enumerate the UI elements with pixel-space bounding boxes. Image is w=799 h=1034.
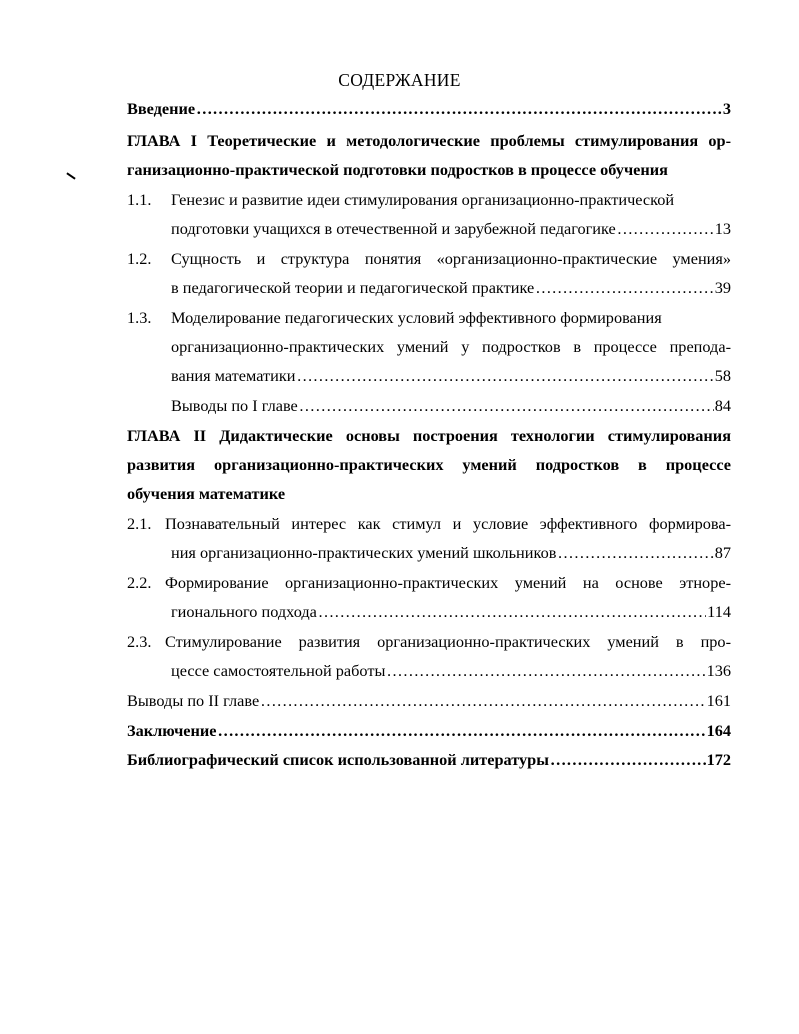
scan-mark [66, 172, 75, 179]
leader-dots [535, 275, 714, 301]
entry-page: 87 [714, 543, 731, 562]
leader-dots [299, 393, 714, 419]
leader-dots [557, 540, 713, 566]
entry-label: Введение [127, 99, 196, 118]
leader-dots [617, 216, 714, 242]
section-number: 2.1. [127, 514, 152, 533]
entry-page: 84 [714, 396, 731, 415]
toc-entry-2-3-line1: Стимулирование развития организационно-практических умений в про- [165, 632, 731, 651]
toc-entry-chapter1-conclusion: Выводы по I главе ……………………………………………………………………………………………………………………………………………… 84 [171, 393, 731, 419]
entry-page: 136 [706, 661, 731, 680]
toc-entry-intro [127, 96, 731, 122]
chapter1-heading-line2: ганизационно-практической подготовки подростков в процессе обучения [127, 160, 668, 179]
toc-entry-1-3-line3: вания математики ……………………………………………………………………………………………………………………………………………… 58 [171, 363, 731, 389]
toc-entry-2-3-line2: цессе самостоятельной работы ……………………………………………………………………………………………………………………………………………… 136 [171, 658, 731, 684]
section-number: 1.2. [127, 249, 152, 268]
entry-page: 3 [722, 99, 731, 118]
entry-page: 164 [706, 721, 731, 740]
chapter2-heading-line2: развития организационно-практических умений подростков в процессе [127, 455, 731, 474]
leader-dots [386, 658, 705, 684]
toc-entry-2-2-line2: гионального подхода ……………………………………………………………………………………………………………………………………………… 114 [171, 599, 731, 625]
chapter2-heading-line1: ГЛАВА II Дидактические основы построения технологии стимулирования [127, 426, 731, 445]
chapter1-heading-line1: ГЛАВА I Теоретические и методологические проблемы стимулирования ор- [127, 131, 731, 150]
toc-entry-bibliography: Библиографический список использованной литературы ……………………………………………………………………………………………………………………………………………… 172 [127, 747, 731, 773]
entry-page: 161 [706, 691, 731, 710]
entry-page: 114 [707, 602, 731, 621]
leader-dots [296, 363, 713, 389]
page-title: СОДЕРЖАНИЕ [338, 70, 461, 90]
toc-entry-conclusion: Заключение ……………………………………………………………………………………………………………………………………………… 164 [127, 718, 731, 744]
toc-entry-1-2-line2: в педагогической теории и педагогической практике ……………………………………………………………………………………………………………………………………………… 39 [171, 275, 731, 301]
toc-entry-chapter2-conclusion: Выводы по II главе ……………………………………………………………………………………………………………………………………………… 161 [127, 688, 731, 714]
toc-entry-1-2-line1: Сущность и структура понятия «организационно-практические умения» [171, 249, 731, 268]
toc-entry-1-3-line1: Моделирование педагогических условий эффективного формирования [171, 308, 662, 327]
entry-page: 39 [714, 278, 731, 297]
toc-entry-1-1-line2: подготовки учащихся в отечественной и зарубежной педагогике ……………………………………………………………………………………………………………………………………………… 13 [171, 216, 731, 242]
leader-dots [550, 747, 706, 773]
entry-page: 58 [714, 366, 731, 385]
leader-dots [318, 599, 706, 625]
toc-entry-2-2-line1: Формирование организационно-практических умений на основе этноре- [165, 573, 731, 592]
toc-entry-1-3-line2: организационно-практических умений у подростков в процессе препода- [171, 337, 731, 356]
section-number: 1.3. [127, 308, 152, 327]
leader-dots [196, 96, 722, 122]
toc-entry-2-1-line2: ния организационно-практических умений школьников ……………………………………………………………………………………………………………………………………………… 87 [171, 540, 731, 566]
chapter2-heading-line3: обучения математике [127, 484, 286, 503]
section-number: 2.2. [127, 573, 152, 592]
toc-entry-1-1-line1: Генезис и развитие идеи стимулирования организационно-практической [171, 190, 675, 209]
toc-entry-2-1-line1: Познавательный интерес как стимул и условие эффективного формирова- [165, 514, 731, 533]
entry-page: 13 [714, 219, 731, 238]
leader-dots [217, 718, 705, 744]
section-number: 1.1. [127, 190, 152, 209]
leader-dots [260, 688, 705, 714]
entry-page: 172 [706, 750, 731, 769]
section-number: 2.3. [127, 632, 152, 651]
